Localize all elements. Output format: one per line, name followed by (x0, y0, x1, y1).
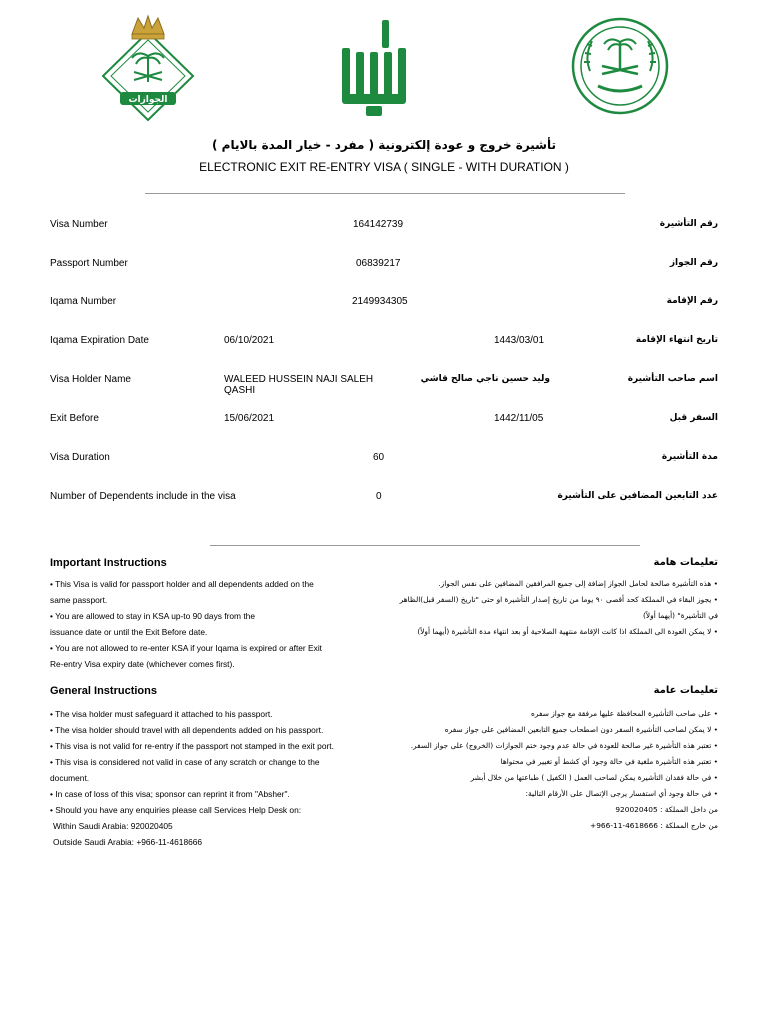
absher-logo (336, 14, 412, 122)
list-item: • تعتبر هذه التأشيرة ملغية في حالة وجود أي كشط أو تغيير في محتواها (500, 757, 718, 766)
list-item: • You are allowed to stay in KSA up-to 90 days from the (50, 611, 255, 621)
list-item: • This Visa is valid for passport holder and all dependents added on the (50, 579, 314, 589)
general-instructions-title: General Instructions (50, 685, 157, 697)
list-item: • In case of loss of this visa; sponsor can reprint it from "Absher". (50, 789, 290, 799)
passport-number-label: Passport Number (50, 258, 128, 269)
list-item: • لا يمكن لصاحب التأشيرة السفر دون اصطحاب جميع التابعين المضافين على جواز سفره (444, 725, 718, 734)
iqama-expiration-value: 06/10/2021 (224, 335, 275, 346)
iqama-number-label: Iqama Number (50, 296, 117, 307)
dependents-label-ar: عدد التابعين المضافين على التأشيرة (557, 491, 718, 501)
list-item: • The visa holder should travel with all dependents added on his passport. (50, 725, 324, 735)
important-instructions-title: Important Instructions (50, 557, 167, 569)
list-item: في التأشيرة" (أيهما أولاً) (643, 611, 718, 620)
important-instructions-list (50, 576, 350, 672)
list-item: • The visa holder must safeguard it attached to his passport. (50, 709, 273, 719)
list-item: • في حالة وجود أي استفسار يرجى الإتصال على الأرقام التالية: (525, 789, 718, 798)
contact-outside: Outside Saudi Arabia: +966-11-4618666 (53, 837, 203, 847)
list-item: • This visa is considered not valid in case of any scratch or change to the (50, 757, 320, 767)
important-instructions-list-ar (388, 576, 718, 640)
contact-outside-ar: من خارج المملكة : 4618666-11-966+ (590, 821, 718, 830)
iqama-number-value: 2149934305 (352, 296, 408, 307)
iqama-expiration-label-ar: تاريخ انتهاء الإقامة (635, 335, 718, 345)
visa-duration-label: Visa Duration (50, 452, 110, 463)
contact-within: Within Saudi Arabia: 920020405 (53, 821, 173, 831)
general-instructions-list-ar (388, 706, 718, 834)
exit-before-value: 15/06/2021 (224, 413, 275, 424)
visa-number-label-ar: رقم التأشيرة (659, 219, 718, 229)
list-item: Re-entry Visa expiry date (whichever comes first). (50, 659, 235, 669)
list-item: • هذه التأشيرة صالحة لحامل الجواز إضافة إلى جميع المرافقين المضافين على نفس الجواز. (438, 579, 718, 588)
list-item: • You are not allowed to re-enter KSA if your Iqama is expired or after Exit (50, 643, 323, 653)
ministry-emblem (570, 16, 670, 116)
passport-number-label-ar: رقم الجواز (669, 258, 718, 268)
divider (145, 193, 625, 194)
list-item: • في حالة فقدان التأشيرة يمكن لصاحب العمل ( الكفيل ) طباعتها من خلال أبشر (470, 773, 718, 782)
list-item: document. (50, 773, 90, 783)
title-english: ELECTRONIC EXIT RE-ENTRY VISA ( SINGLE - WITH DURATION ) (199, 160, 569, 174)
passport-number-value: 06839217 (356, 258, 401, 269)
iqama-number-label-ar: رقم الإقامة (666, 296, 718, 306)
dependents-value: 0 (376, 491, 382, 502)
exit-before-hijri: 1442/11/05 (494, 413, 544, 424)
list-item: • This visa is not valid for re-entry if the passport not stamped in the exit port. (50, 741, 334, 751)
list-item: • على صاحب التأشيرة المحافظة عليها مرفقة مع جواز سفره (531, 709, 718, 718)
visa-duration-label-ar: مدة التأشيرة (661, 452, 718, 462)
list-item: • يجوز البقاء في المملكة كحد أقصى ٩٠ يوما من تاريخ إصدار التأشيرة او حتى "تاريخ (السفر قبل)الظاهر (399, 595, 718, 604)
general-instructions-list (50, 706, 370, 850)
visa-holder-label-ar: اسم صاحب التأشيرة (627, 374, 718, 384)
list-item: • تعتبر هذه التأشيرة غير صالحة للعودة في حالة عدم وجود ختم الجوازات (الخروج) على جواز السفر. (410, 741, 718, 750)
dependents-label: Number of Dependents include in the visa (50, 491, 236, 502)
jawazat-text: الجوازات (128, 95, 168, 105)
iqama-expiration-label: Iqama Expiration Date (50, 335, 149, 346)
title-arabic: تأشيرة خروج و عودة إلكترونية ( مفرد - خيار المدة بالايام ) (212, 138, 556, 152)
general-instructions-title-ar: تعليمات عامة (653, 685, 718, 696)
exit-before-label-ar: السفر قبل (669, 413, 718, 423)
jawazat-logo (98, 12, 198, 124)
list-item: • لا يمكن العودة الى المملكة اذا كانت الإقامة منتهية الصلاحية أو بعد انتهاء مدة التأشيرة (أيهما أولاً) (417, 627, 718, 636)
divider (210, 545, 640, 546)
visa-number-label: Visa Number (50, 219, 108, 230)
iqama-expiration-hijri: 1443/03/01 (494, 335, 545, 346)
contact-within-ar: من داخل المملكة : 920020405 (615, 805, 718, 814)
visa-holder-label: Visa Holder Name (50, 374, 131, 385)
exit-before-label: Exit Before (50, 413, 99, 424)
visa-duration-value: 60 (373, 452, 385, 463)
visa-holder-value-ar: وليد حسين ناجي صالح قاشي (420, 374, 550, 384)
visa-number-value: 164142739 (353, 219, 404, 230)
visa-holder-value: WALEED HUSSEIN NAJI SALEH QASHI (224, 374, 374, 396)
important-instructions-title-ar: تعليمات هامة (653, 557, 718, 568)
list-item: • Should you have any enquiries please call Services Help Desk on: (50, 805, 302, 815)
list-item: issuance date or until the Exit Before date. (50, 627, 208, 637)
list-item: same passport. (50, 595, 108, 605)
